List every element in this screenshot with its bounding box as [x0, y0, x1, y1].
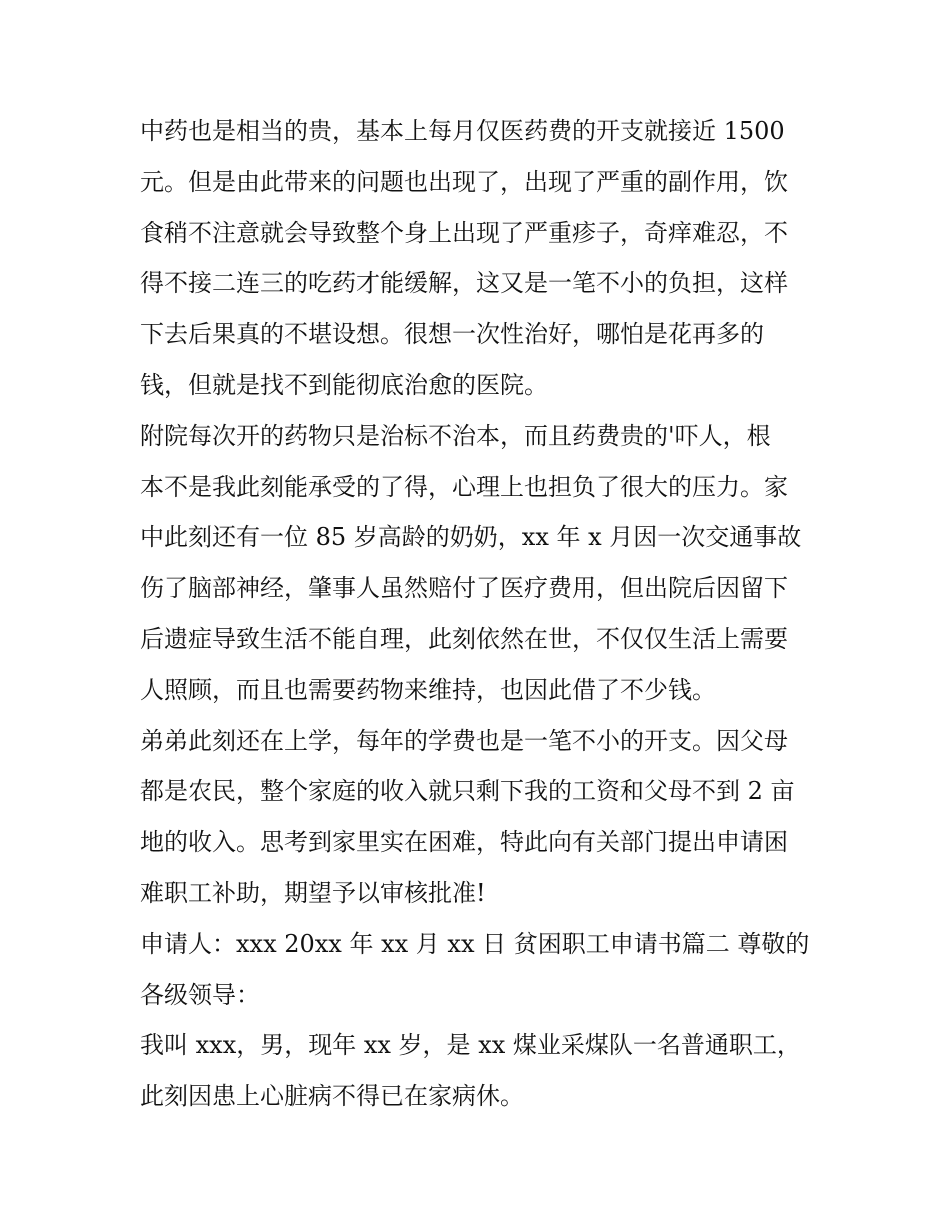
- text-line: 本不是我此刻能承受的了得，心理上也担负了很大的压力。家: [140, 472, 788, 501]
- text-line: 此刻因患上心脏病不得已在家病休。: [140, 1082, 524, 1111]
- text-line: 各级领导：: [140, 980, 260, 1009]
- text-line: 后遗症导致生活不能自理，此刻依然在世，不仅仅生活上需要: [140, 624, 788, 653]
- text-line: 下去后果真的不堪设想。很想一次性治好，哪怕是花再多的: [140, 320, 764, 349]
- text-line: 弟弟此刻还在上学，每年的学费也是一笔不小的开支。因父母: [140, 726, 788, 755]
- document-body: [140, 106, 820, 1122]
- text-line: 钱，但就是找不到能彻底治愈的医院。: [140, 370, 548, 399]
- text-line: 中药也是相当的贵，基本上每月仅医药费的开支就接近 1500: [140, 117, 785, 145]
- text-line: 人照顾，而且也需要药物来维持，也因此借了不少钱。: [140, 675, 716, 704]
- text-line: 难职工补助，期望予以审核批准!: [140, 878, 486, 907]
- text-line: 得不接二连三的吃药才能缓解，这又是一笔不小的负担，这样: [140, 269, 788, 298]
- text-line: 附院每次开的药物只是治标不治本，而且药费贵的'吓人，根: [140, 421, 771, 450]
- text-line: 元。但是由此带来的问题也出现了，出现了严重的副作用，饮: [140, 167, 788, 196]
- text-line: 伤了脑部神经，肇事人虽然赔付了医疗费用，但出院后因留下: [140, 574, 788, 603]
- text-line: 我叫 xxx，男，现年 xx 岁，是 xx 煤业采煤队一名普通职工，: [140, 1031, 801, 1060]
- text-line: 都是农民，整个家庭的收入就只剩下我的工资和父母不到 2 亩: [140, 777, 795, 806]
- text-line: 地的收入。思考到家里实在困难，特此向有关部门提出申请困: [140, 828, 788, 857]
- text-line: 申请人：xxx 20xx 年 xx 月 xx 日 贫困职工申请书篇二 尊敬的: [140, 929, 810, 958]
- text-line: 食稍不注意就会导致整个身上出现了严重疹子，奇痒难忍，不: [140, 218, 788, 247]
- text-line: 中此刻还有一位 85 岁高龄的奶奶，xx 年 x 月因一次交通事故: [140, 523, 802, 552]
